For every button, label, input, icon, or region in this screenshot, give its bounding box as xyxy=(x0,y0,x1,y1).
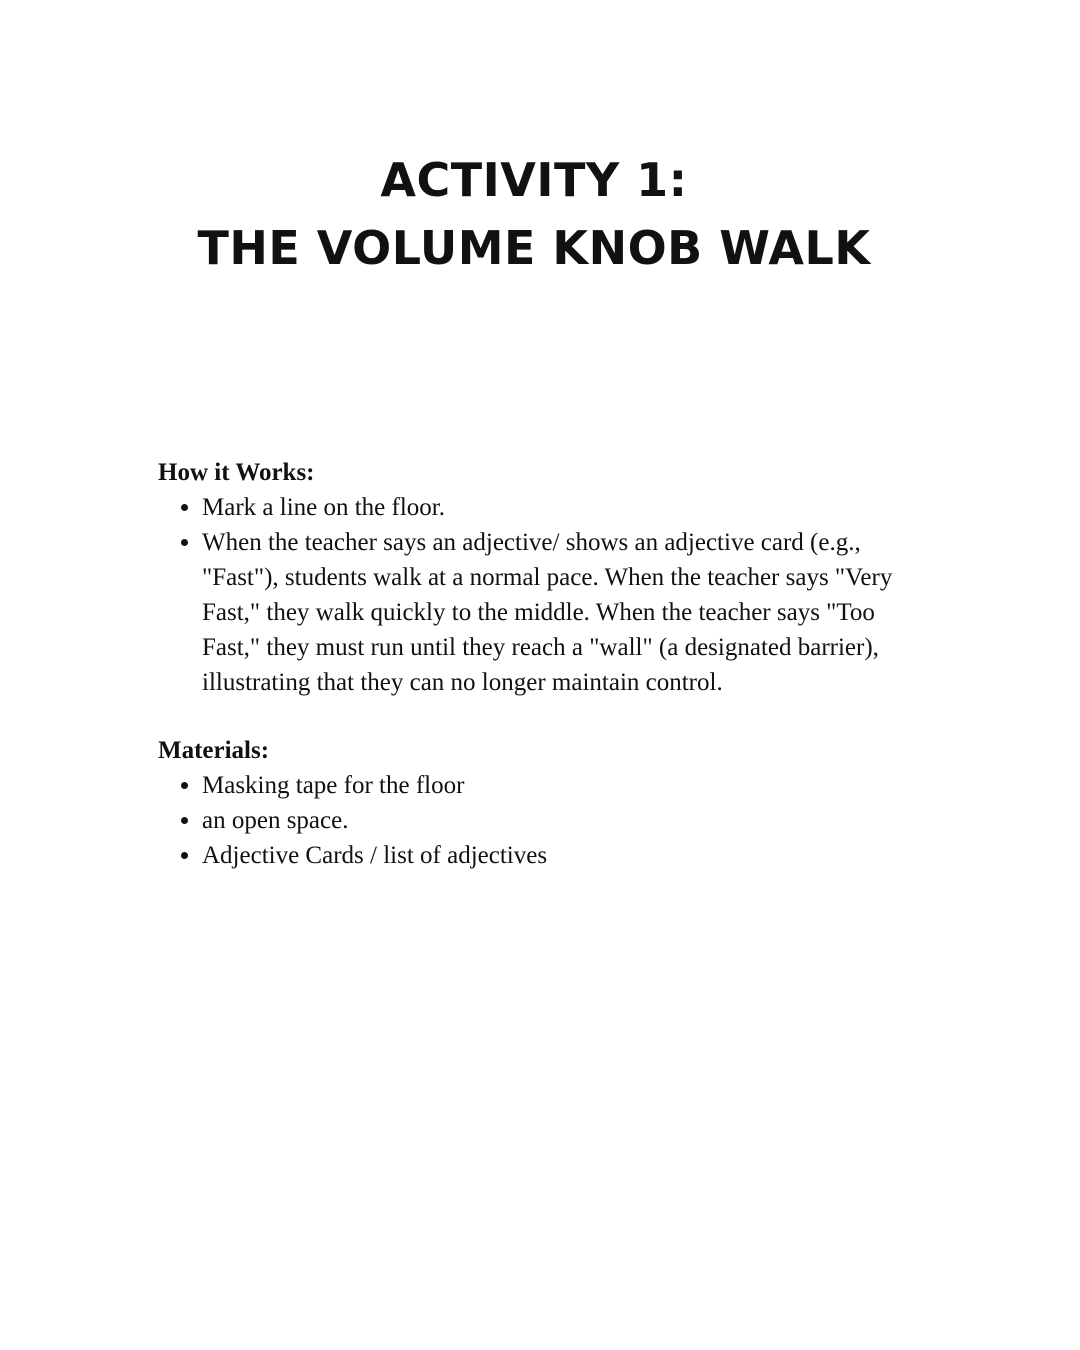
title-line-1: ACTIVITY 1: xyxy=(380,153,688,207)
page-title xyxy=(0,146,1068,282)
activity-content xyxy=(158,455,928,873)
list-item: • Adjective Cards / list of adjectives xyxy=(202,838,928,873)
how-it-works-section xyxy=(158,455,928,700)
list-item: • an open space. xyxy=(202,803,928,838)
title-line-2: THE VOLUME KNOB WALK xyxy=(197,221,871,275)
list-item: • Masking tape for the floor xyxy=(202,768,928,803)
how-it-works-list xyxy=(158,490,928,700)
list-item: • Mark a line on the floor. xyxy=(202,490,928,525)
how-it-works-label: How it Works: xyxy=(158,459,315,486)
materials-section xyxy=(158,733,928,873)
materials-list xyxy=(158,768,928,873)
materials-label: Materials: xyxy=(158,737,270,764)
list-item: • When the teacher says an adjective/ shows an adjective card (e.g., "Fast"), students walk at a normal pace. When the teacher says "Very Fast," they walk quickly to the middle. When the teacher says "Too Fast," they must run until they reach a "wall" (a designated barrier), illustrating that they can no longer maintain control. xyxy=(202,525,928,700)
